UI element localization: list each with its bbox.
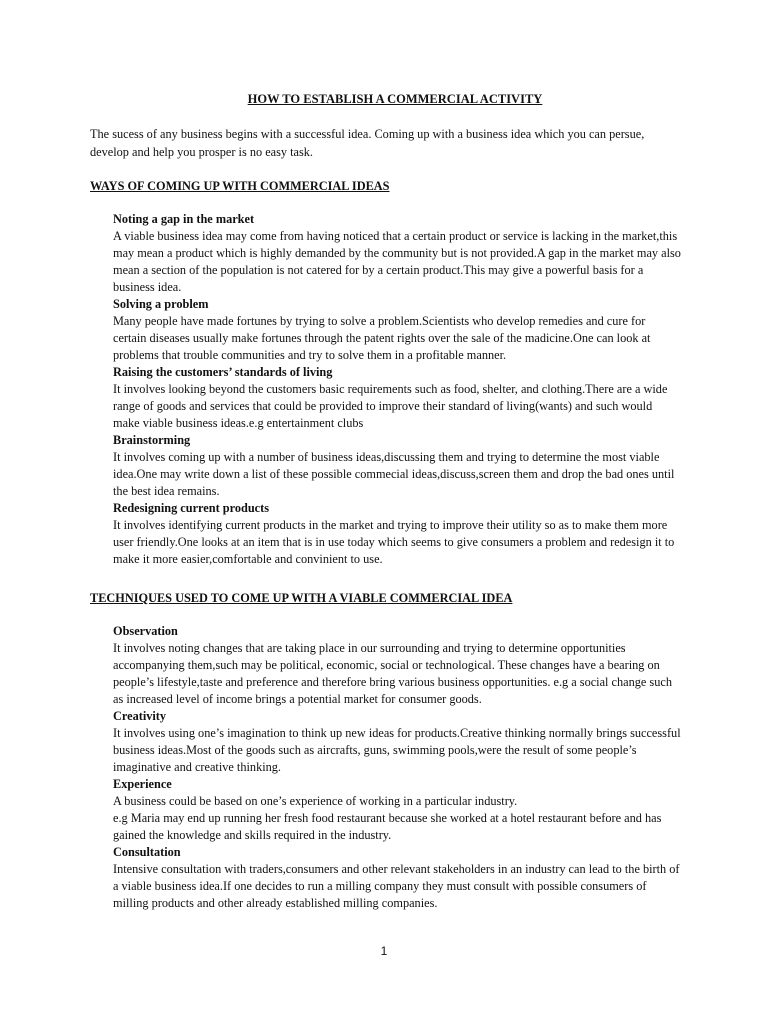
- list-item: [113, 844, 681, 912]
- item-title: Redesigning current products: [113, 501, 269, 515]
- list-item: [113, 364, 681, 432]
- item-title: Experience: [113, 777, 172, 791]
- item-body: A viable business idea may come from having noticed that a certain product or service is lacking in the market,this may mean a product which is highly demanded by the community but is not provided.A gap in the market may also mean a section of the population is not catered for by a certain product.This may give a powerful basis for a business idea.: [113, 229, 681, 294]
- section-ways: [113, 211, 681, 568]
- item-title: Raising the customers’ standards of living: [113, 365, 333, 379]
- list-item: [113, 500, 681, 568]
- list-item: [113, 623, 681, 708]
- list-item: [113, 776, 681, 844]
- section-heading-techniques: TECHNIQUES USED TO COME UP WITH A VIABLE COMMERCIAL IDEA: [90, 591, 513, 605]
- list-item: [113, 432, 681, 500]
- page-number: 1: [380, 944, 388, 958]
- item-title: Consultation: [113, 845, 181, 859]
- document-title: HOW TO ESTABLISH A COMMERCIAL ACTIVITY: [247, 92, 543, 106]
- item-body: It involves identifying current products in the market and trying to improve their utility so as to make them more user friendly.One looks at an item that is in use today which seems to give consumers a problem and redesign it to make it more easier,comfortable and convinient to use.: [113, 518, 675, 566]
- item-title: Solving a problem: [113, 297, 209, 311]
- intro-paragraph: The sucess of any business begins with a successful idea. Coming up with a business idea which you can persue, develop and help you prosper is no easy task.: [90, 127, 645, 159]
- item-body: Intensive consultation with traders,consumers and other relevant stakeholders in an industry can lead to the birth of a viable business idea.If one decides to run a milling company they must consult with possible consumers of milling products and other already established milling companies.: [113, 862, 680, 910]
- item-body: It involves looking beyond the customers basic requirements such as food, shelter, and clothing.There are a wide range of goods and services that could be provided to improve their standard of living(wants) and such would make viable business ideas.e.g entertainment clubs: [113, 382, 668, 430]
- item-body: It involves noting changes that are taking place in our surrounding and trying to determine opportunities accompanying them,such may be political, economic, social or technological. These changes have a bearing on people’s lifestyle,taste and preference and therefore bring various business opportunities. e.g a social change such as increased level of income brings a potential market for consumer goods.: [113, 641, 672, 706]
- list-item: [113, 708, 681, 776]
- item-title: Noting a gap in the market: [113, 212, 255, 226]
- item-body: Many people have made fortunes by trying to solve a problem.Scientists who develop remedies and cure for certain diseases usually make fortunes through the patent rights over the sale of the madicine.One can look at problems that trouble communities and try to solve them in a profitable manner.: [113, 314, 651, 362]
- section-techniques: [113, 623, 681, 912]
- list-item: [113, 296, 681, 364]
- list-item: [113, 211, 681, 296]
- item-body: It involves using one’s imagination to think up new ideas for products.Creative thinking normally brings successful business ideas.Most of the goods such as aircrafts, guns, swimming pools,were the result of some people’s imaginative and creative thinking.: [113, 726, 681, 774]
- item-title: Creativity: [113, 709, 167, 723]
- item-body: It involves coming up with a number of business ideas,discussing them and trying to determine the most viable idea.One may write down a list of these possible commecial ideas,discuss,screen them and drop the bad ones until the best idea remains.: [113, 450, 675, 498]
- item-title: Observation: [113, 624, 178, 638]
- item-body: A business could be based on one’s experience of working in a particular industry. e.g Maria may end up running her fresh food restaurant because she worked at a hotel restaurant before and has gained the knowledge and skills required in the industry.: [113, 794, 662, 842]
- item-title: Brainstorming: [113, 433, 191, 447]
- section-heading-ways: WAYS OF COMING UP WITH COMMERCIAL IDEAS: [90, 179, 390, 193]
